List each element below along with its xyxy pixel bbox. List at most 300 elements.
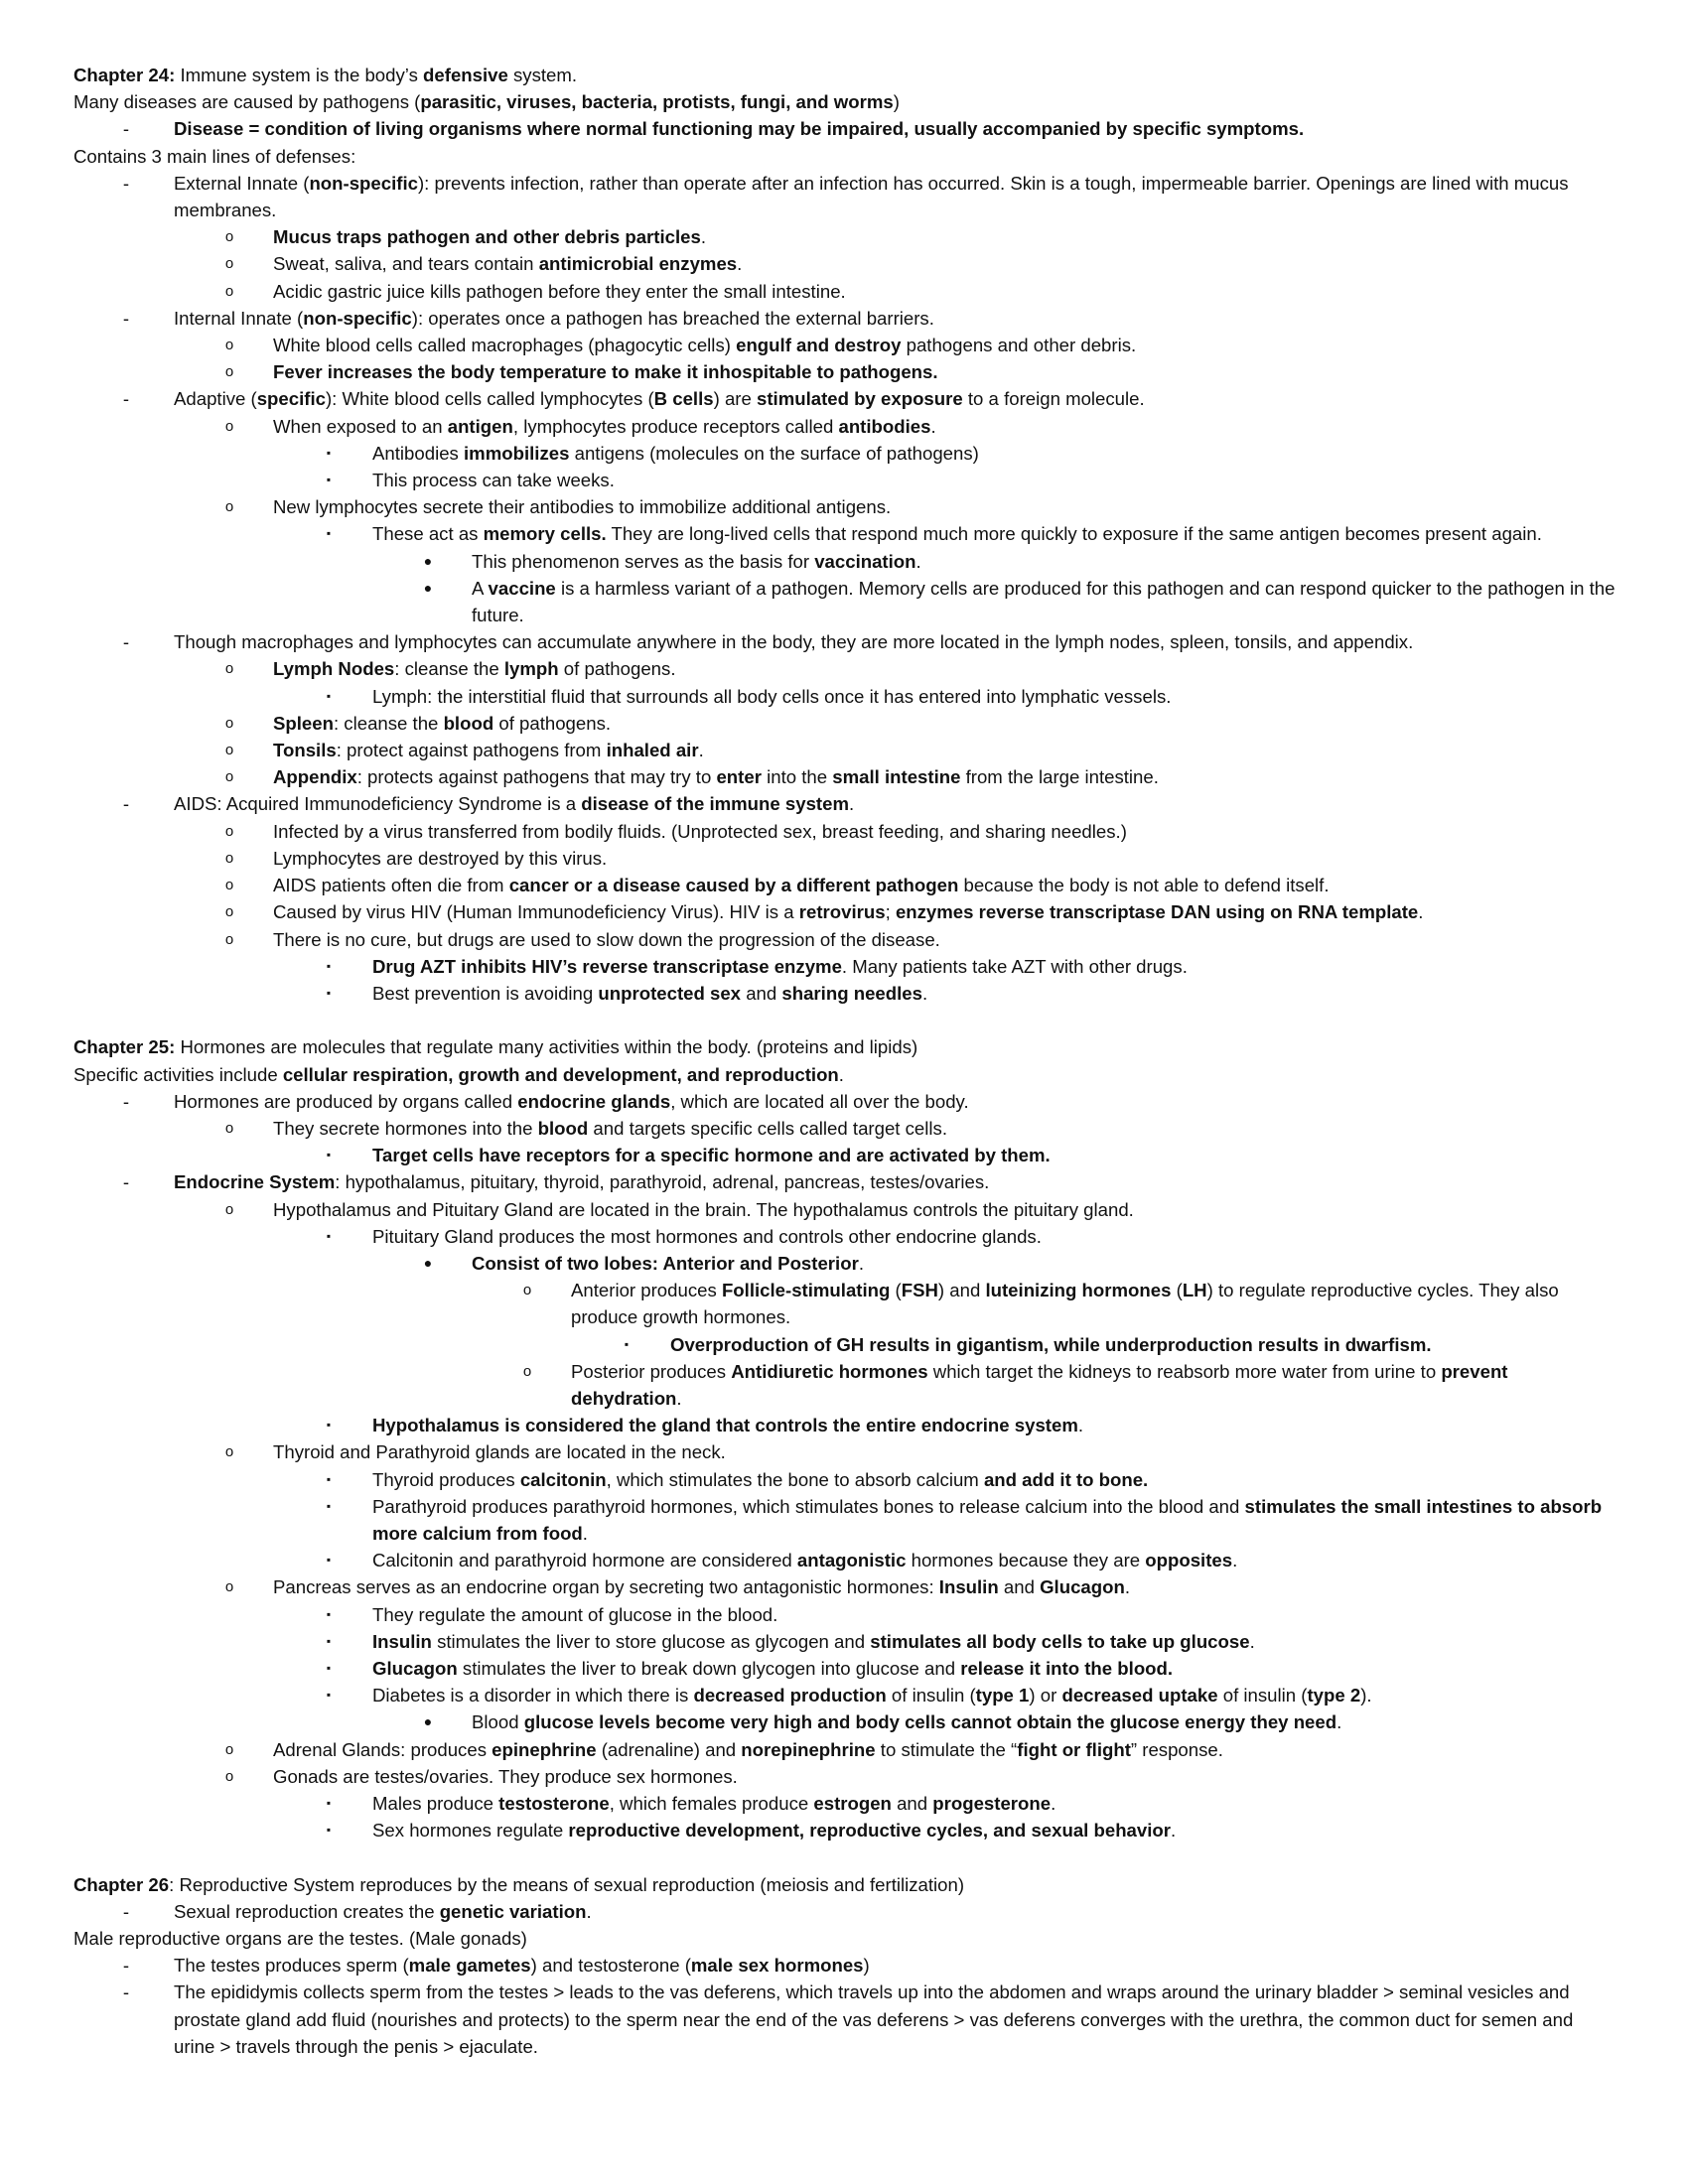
bold-text: estrogen xyxy=(813,1792,892,1814)
line-text xyxy=(273,1573,1618,1600)
text-run: ): operates once a pathogen has breached the external barriers. xyxy=(411,307,934,329)
bold-text: vaccine xyxy=(488,577,556,599)
text-run: Anterior produces xyxy=(571,1280,722,1301)
text-run: New lymphocytes secrete their antibodies to immobilize additional antigens. xyxy=(273,496,892,518)
list-item-level-2 xyxy=(73,223,1618,250)
list-bullet: ▪ xyxy=(326,1471,332,1486)
list-item-level-3 xyxy=(73,1466,1618,1493)
text-run: because the body is not able to defend itself. xyxy=(958,875,1330,896)
text-run: Hormones are produced by organs called xyxy=(174,1090,518,1112)
text-run: Posterior produces xyxy=(571,1360,732,1382)
text-run: of insulin ( xyxy=(1217,1685,1308,1706)
list-item-level-1 xyxy=(73,1168,1618,1195)
list-item-level-6 xyxy=(73,1331,1618,1358)
paragraph-line xyxy=(73,1061,1618,1088)
line-text xyxy=(372,467,1618,493)
text-run: . xyxy=(1418,901,1424,923)
list-item-level-3 xyxy=(73,467,1618,493)
bold-text: non-specific xyxy=(303,307,412,329)
text-run: , which are located all over the body. xyxy=(670,1090,969,1112)
line-text xyxy=(273,278,1618,305)
bold-text: antagonistic xyxy=(796,1550,907,1571)
list-bullet: - xyxy=(122,631,130,653)
text-run: When exposed to an xyxy=(273,415,448,437)
text-run: Pancreas serves as an endocrine organ by secreting two antagonistic hormones: xyxy=(273,1576,939,1598)
line-text xyxy=(571,1358,1618,1412)
list-bullet: ▪ xyxy=(326,1228,332,1243)
text-run: . xyxy=(1249,1630,1255,1652)
line-text xyxy=(174,115,1618,142)
text-run: pathogens and other debris. xyxy=(901,335,1137,356)
bold-text: defensive xyxy=(423,65,508,85)
line-text xyxy=(174,628,1618,655)
line-text xyxy=(273,737,1618,763)
list-bullet: ▪ xyxy=(326,1498,332,1513)
list-item-level-3 xyxy=(73,1628,1618,1655)
list-bullet: o xyxy=(224,714,234,732)
list-bullet: o xyxy=(224,498,234,516)
line-text xyxy=(174,790,1618,817)
bold-text: Glucagon xyxy=(372,1657,458,1679)
line-text xyxy=(372,1682,1618,1708)
list-item-level-1 xyxy=(73,1979,1618,2060)
list-item-level-2 xyxy=(73,898,1618,925)
line-text xyxy=(372,1223,1618,1250)
line-text xyxy=(273,493,1618,520)
text-run: Internal Innate ( xyxy=(174,307,304,329)
text-run: White blood cells called macrophages (phagocytic cells) xyxy=(273,335,737,356)
text-run: to stimulate the “ xyxy=(875,1738,1018,1760)
bold-text: vaccination xyxy=(814,550,916,572)
list-item-level-2 xyxy=(73,1115,1618,1142)
line-text xyxy=(273,845,1618,872)
bold-text: antibodies xyxy=(838,415,931,437)
list-bullet: o xyxy=(224,903,234,921)
line-text xyxy=(372,683,1618,710)
list-bullet: ▪ xyxy=(326,473,332,487)
text-run: Acidic gastric juice kills pathogen before they enter the small intestine. xyxy=(273,280,846,302)
text-run: of insulin ( xyxy=(886,1685,976,1706)
line-text xyxy=(372,1817,1618,1843)
list-bullet: o xyxy=(224,1443,234,1461)
line-text xyxy=(273,1196,1618,1223)
bold-text: memory cells. xyxy=(483,523,607,545)
document-page xyxy=(73,62,1618,2060)
bold-text: male gametes xyxy=(408,1955,531,1977)
text-run: Sexual reproduction creates the xyxy=(174,1900,440,1922)
text-run: . xyxy=(1171,1820,1177,1842)
list-item-level-1 xyxy=(73,1952,1618,1979)
list-bullet: ▪ xyxy=(326,1418,332,1433)
line-text xyxy=(174,1979,1618,2060)
line-text xyxy=(174,305,1618,332)
text-run: They secrete hormones into the xyxy=(273,1117,538,1139)
bold-text: Insulin xyxy=(938,1576,999,1598)
list-item-level-3 xyxy=(73,683,1618,710)
line-text xyxy=(372,440,1618,467)
text-run: . xyxy=(586,1900,592,1922)
bold-text: immobilizes xyxy=(464,442,570,464)
line-text xyxy=(174,385,1618,412)
line-text xyxy=(472,1250,1618,1277)
bold-text: Target cells have receptors for a specific hormone and are activated by them. xyxy=(372,1145,1051,1166)
line-text xyxy=(273,1763,1618,1790)
line-text xyxy=(73,1874,964,1895)
list-item-level-2 xyxy=(73,1763,1618,1790)
line-text xyxy=(273,655,1618,682)
bold-text: inhaled air xyxy=(606,740,699,761)
list-item-level-2 xyxy=(73,710,1618,737)
text-run: to a foreign molecule. xyxy=(962,388,1145,410)
list-item-level-3 xyxy=(73,520,1618,547)
list-item-level-2 xyxy=(73,332,1618,358)
list-bullet: o xyxy=(522,1282,532,1299)
line-text xyxy=(472,575,1618,628)
text-run: . xyxy=(858,1252,864,1274)
text-run: stimulates the liver to break down glycogen into glucose and xyxy=(457,1657,961,1679)
text-run: Specific activities include xyxy=(73,1063,283,1085)
paragraph-line xyxy=(73,143,1618,170)
text-run: Thyroid produces xyxy=(372,1468,520,1490)
list-bullet: ▪ xyxy=(326,985,332,1000)
bold-text: Fever increases the body temperature to make it inhospitable to pathogens. xyxy=(273,361,938,383)
list-item-level-4 xyxy=(73,1708,1618,1735)
bold-text: Follicle-stimulating xyxy=(721,1280,891,1301)
line-text xyxy=(273,1736,1618,1763)
list-bullet: o xyxy=(224,768,234,786)
text-run: , lymphocytes produce receptors called xyxy=(512,415,839,437)
text-run: A xyxy=(472,577,489,599)
list-item-level-3 xyxy=(73,1682,1618,1708)
bold-text: Appendix xyxy=(273,766,357,788)
bold-text: endocrine glands xyxy=(517,1090,671,1112)
line-text xyxy=(273,250,1618,277)
bold-text: prevent dehydration xyxy=(571,1360,1508,1409)
text-run: Thyroid and Parathyroid glands are located in the neck. xyxy=(273,1441,726,1463)
text-run: The epididymis collects sperm from the testes > leads to the vas deferens, which travels up into the abdomen and wraps around the urinary bladder > seminal vesicles and prostate gland add fluid (nourishes and protects) to the sperm near the end of the vas deferens > vas deferens converges with the urethra, the common duct for semen and urine > travels through the penis > ejaculate. xyxy=(174,1981,1574,2057)
bold-text: Drug AZT inhibits HIV’s reverse transcriptase enzyme xyxy=(372,955,842,977)
list-item-level-3 xyxy=(73,1412,1618,1438)
line-text xyxy=(372,1412,1618,1438)
line-text xyxy=(273,898,1618,925)
text-run: They regulate the amount of glucose in the blood. xyxy=(372,1603,778,1625)
text-run: and xyxy=(998,1576,1041,1598)
bold-text: Chapter 26 xyxy=(73,1873,170,1895)
text-run: ). xyxy=(1360,1685,1372,1706)
line-text xyxy=(273,1115,1618,1142)
list-bullet: o xyxy=(224,228,234,246)
text-run: ) and testosterone ( xyxy=(530,1955,691,1977)
list-bullet: ▪ xyxy=(326,1660,332,1675)
bold-text: antigen xyxy=(447,415,513,437)
bold-text: lymph xyxy=(503,658,559,680)
text-run: . xyxy=(1232,1550,1238,1571)
list-item-level-3 xyxy=(73,1817,1618,1843)
bold-text: and add it to bone. xyxy=(983,1468,1149,1490)
line-text xyxy=(372,1493,1618,1547)
list-bullet: o xyxy=(224,255,234,273)
text-run: of pathogens. xyxy=(558,658,676,680)
text-run: AIDS: Acquired Immunodeficiency Syndrome is a xyxy=(174,793,582,815)
line-text xyxy=(174,170,1618,223)
text-run: Lymph: the interstitial fluid that surrounds all body cells once it has entered into lymphatic vessels. xyxy=(372,685,1172,707)
text-run: ) are xyxy=(713,388,758,410)
text-run: (adrenaline) and xyxy=(596,1738,742,1760)
text-run: . xyxy=(737,253,743,275)
list-item-level-3 xyxy=(73,1493,1618,1547)
line-text xyxy=(73,1928,527,1949)
bold-text: stimulated by exposure xyxy=(757,388,963,410)
bold-text: Antidiuretic hormones xyxy=(731,1360,928,1382)
list-bullet: ▪ xyxy=(326,445,332,460)
bold-text: sharing needles xyxy=(781,982,922,1004)
list-bullet: o xyxy=(224,877,234,894)
text-run: is a harmless variant of a pathogen. Memory cells are produced for this pathogen and can respond quicker to the pathogen in the future. xyxy=(472,577,1616,626)
text-run: : cleanse the xyxy=(394,658,504,680)
list-bullet: ● xyxy=(423,552,433,569)
text-run: , which females produce xyxy=(609,1792,814,1814)
bold-text: cancer or a disease caused by a different pathogen xyxy=(508,875,959,896)
list-item-level-2 xyxy=(73,737,1618,763)
bold-text: epinephrine xyxy=(492,1738,597,1760)
text-run: Adrenal Glands: produces xyxy=(273,1738,492,1760)
text-run: ( xyxy=(1171,1280,1183,1301)
list-item-level-2 xyxy=(73,413,1618,440)
text-run: ; xyxy=(885,901,896,923)
line-text xyxy=(372,953,1618,980)
list-item-level-2 xyxy=(73,358,1618,385)
line-text xyxy=(372,1601,1618,1628)
bold-text: decreased uptake xyxy=(1061,1685,1218,1706)
text-run: Male reproductive organs are the testes. (Male gonads) xyxy=(73,1927,527,1949)
bold-text: Insulin xyxy=(372,1630,432,1652)
text-run: . Many patients take AZT with other drugs. xyxy=(841,955,1188,977)
bold-text: genetic variation xyxy=(439,1900,587,1922)
text-run: ) to regulate reproductive cycles. They also produce growth hormones. xyxy=(571,1280,1559,1328)
list-item-level-3 xyxy=(73,440,1618,467)
text-run: AIDS patients often die from xyxy=(273,875,509,896)
bold-text: unprotected sex xyxy=(598,982,742,1004)
line-text xyxy=(174,1952,1618,1979)
line-text xyxy=(73,1036,917,1057)
bold-text: Hypothalamus is considered the gland that controls the entire endocrine system xyxy=(372,1415,1078,1436)
text-run: Though macrophages and lymphocytes can accumulate anywhere in the body, they are more located in the lymph nodes, spleen, tonsils, and appendix. xyxy=(174,631,1414,653)
list-bullet: ▪ xyxy=(326,1606,332,1621)
text-run: These act as xyxy=(372,523,484,545)
line-text xyxy=(273,818,1618,845)
text-run: . xyxy=(698,740,704,761)
list-bullet: o xyxy=(224,822,234,840)
bold-text: engulf and destroy xyxy=(736,335,902,356)
text-run: Blood xyxy=(472,1711,524,1733)
bold-text: blood xyxy=(443,712,494,734)
text-run: Immune system is the body’s xyxy=(175,65,424,85)
bold-text: Mucus traps pathogen and other debris particles xyxy=(273,226,701,248)
line-text xyxy=(73,1064,844,1085)
bold-text: testosterone xyxy=(498,1792,610,1814)
bold-text: small intestine xyxy=(832,766,961,788)
text-run: ” response. xyxy=(1130,1738,1223,1760)
text-run: , which stimulates the bone to absorb calcium xyxy=(606,1468,984,1490)
list-bullet: ● xyxy=(423,1254,433,1271)
line-text xyxy=(273,1438,1618,1465)
list-item-level-1 xyxy=(73,1088,1618,1115)
line-text xyxy=(372,1790,1618,1817)
text-run: : Reproductive System reproduces by the means of sexual reproduction (meiosis and fertilization) xyxy=(169,1873,965,1895)
text-run: Adaptive ( xyxy=(174,388,257,410)
text-run: . xyxy=(1077,1415,1084,1436)
bold-text: LH xyxy=(1182,1280,1207,1301)
list-bullet: ● xyxy=(423,579,433,596)
list-item-level-2 xyxy=(73,926,1618,953)
bold-text: cellular respiration, growth and development, and reproduction xyxy=(282,1063,839,1085)
list-item-level-3 xyxy=(73,1142,1618,1168)
bold-text: specific xyxy=(256,388,326,410)
list-bullet: - xyxy=(122,1900,130,1922)
text-run: . xyxy=(838,1063,844,1085)
text-run: and targets specific cells called target cells. xyxy=(588,1117,947,1139)
bold-text: release it into the blood. xyxy=(960,1657,1174,1679)
text-run: This phenomenon serves as the basis for xyxy=(472,550,815,572)
bold-text: Consist of two lobes: Anterior and Posterior xyxy=(472,1252,859,1274)
text-run: . xyxy=(676,1387,682,1409)
line-text xyxy=(273,223,1618,250)
list-bullet: ▪ xyxy=(624,1336,630,1351)
list-item-level-2 xyxy=(73,278,1618,305)
line-text xyxy=(372,980,1618,1007)
text-run: : protect against pathogens from xyxy=(336,740,607,761)
text-run: : cleanse the xyxy=(333,712,444,734)
line-text xyxy=(372,1547,1618,1573)
bold-text: Disease = condition of living organisms where normal functioning may be impaired, usually accompanied by specific symptoms. xyxy=(174,118,1305,140)
list-bullet: o xyxy=(224,1119,234,1137)
line-text xyxy=(372,1466,1618,1493)
text-run: The testes produces sperm ( xyxy=(174,1955,409,1977)
line-text xyxy=(174,1168,1618,1195)
bold-text: retrovirus xyxy=(798,901,886,923)
text-run: of pathogens. xyxy=(493,712,612,734)
list-bullet: o xyxy=(224,363,234,381)
line-text xyxy=(372,1655,1618,1682)
list-item-level-2 xyxy=(73,845,1618,872)
text-run: . xyxy=(700,226,707,248)
list-bullet: o xyxy=(224,337,234,354)
bold-text: antimicrobial enzymes xyxy=(538,253,738,275)
text-run: ): prevents infection, rather than operate after an infection has occurred. Skin is a tough, impermeable barrier. Openings are lined with mucus membranes. xyxy=(174,172,1569,221)
text-run: Diabetes is a disorder in which there is xyxy=(372,1685,694,1706)
line-text xyxy=(73,91,900,112)
list-item-level-2 xyxy=(73,872,1618,898)
list-bullet: - xyxy=(122,1955,130,1977)
list-item-level-1 xyxy=(73,170,1618,223)
text-run: : hypothalamus, pituitary, thyroid, parathyroid, adrenal, pancreas, testes/ovaries. xyxy=(335,1171,990,1193)
list-bullet: ▪ xyxy=(326,1795,332,1810)
list-item-level-1 xyxy=(73,385,1618,412)
text-run: ): White blood cells called lymphocytes ( xyxy=(325,388,654,410)
line-text xyxy=(273,872,1618,898)
list-item-level-5 xyxy=(73,1358,1618,1412)
list-bullet: - xyxy=(122,118,130,140)
text-run: Calcitonin and parathyroid hormone are considered xyxy=(372,1550,797,1571)
paragraph-line xyxy=(73,1925,1618,1952)
list-item-level-4 xyxy=(73,1250,1618,1277)
bold-text: opposites xyxy=(1145,1550,1233,1571)
list-item-level-4 xyxy=(73,548,1618,575)
paragraph-line xyxy=(73,1033,1618,1060)
list-bullet: o xyxy=(224,1767,234,1785)
bold-text: calcitonin xyxy=(519,1468,607,1490)
list-item-level-2 xyxy=(73,1736,1618,1763)
text-run: Infected by a virus transferred from bodily fluids. (Unprotected sex, breast feeding, and sharing needles.) xyxy=(273,820,1127,842)
bold-text: norepinephrine xyxy=(741,1738,876,1760)
text-run: . xyxy=(915,550,921,572)
line-text xyxy=(73,65,577,85)
text-run: External Innate ( xyxy=(174,172,310,194)
list-bullet: ● xyxy=(423,1713,433,1730)
text-run: ) xyxy=(893,91,900,113)
text-run: ) and xyxy=(937,1280,986,1301)
list-bullet: o xyxy=(522,1362,532,1380)
list-bullet: ▪ xyxy=(326,1553,332,1568)
bold-text: FSH xyxy=(901,1280,938,1301)
text-run: . xyxy=(921,982,928,1004)
bold-text: Tonsils xyxy=(273,740,337,761)
line-text xyxy=(273,332,1618,358)
list-item-level-2 xyxy=(73,818,1618,845)
line-text xyxy=(273,358,1618,385)
list-bullet: o xyxy=(224,660,234,678)
text-run: Lymphocytes are destroyed by this virus. xyxy=(273,847,608,869)
list-bullet: ▪ xyxy=(326,526,332,541)
bold-text: fight or flight xyxy=(1017,1738,1131,1760)
text-run: . xyxy=(582,1522,588,1544)
line-text xyxy=(472,1708,1618,1735)
list-item-level-2 xyxy=(73,1438,1618,1465)
text-run: Males produce xyxy=(372,1792,499,1814)
list-item-level-3 xyxy=(73,1223,1618,1250)
text-run: into the xyxy=(761,766,833,788)
text-run: : protects against pathogens that may try to xyxy=(356,766,717,788)
list-bullet: ▪ xyxy=(326,688,332,703)
bold-text: B cells xyxy=(653,388,714,410)
list-bullet: - xyxy=(122,1171,130,1193)
bold-text: Chapter 25: xyxy=(73,1036,176,1058)
paragraph-line xyxy=(73,88,1618,115)
list-item-level-3 xyxy=(73,1601,1618,1628)
list-item-level-3 xyxy=(73,953,1618,980)
bold-text: type 2 xyxy=(1307,1685,1361,1706)
list-item-level-5 xyxy=(73,1277,1618,1330)
line-text xyxy=(273,710,1618,737)
list-bullet: o xyxy=(224,742,234,759)
bold-text: enter xyxy=(716,766,762,788)
text-run: Hormones are molecules that regulate many activities within the body. (proteins and lipids) xyxy=(175,1036,918,1058)
bold-text: parasitic, viruses, bacteria, protists, fungi, and worms xyxy=(420,91,894,113)
text-run: Many diseases are caused by pathogens ( xyxy=(73,91,421,113)
text-run: Hypothalamus and Pituitary Gland are located in the brain. The hypothalamus controls the pituitary gland. xyxy=(273,1198,1134,1220)
line-text xyxy=(273,413,1618,440)
list-item-level-2 xyxy=(73,763,1618,790)
line-text xyxy=(372,520,1618,547)
list-item-level-1 xyxy=(73,790,1618,817)
text-run: antigens (molecules on the surface of pathogens) xyxy=(569,442,979,464)
list-bullet: ▪ xyxy=(326,1823,332,1838)
list-bullet: - xyxy=(122,793,130,815)
list-item-level-1 xyxy=(73,115,1618,142)
text-run: There is no cure, but drugs are used to slow down the progression of the disease. xyxy=(273,928,940,950)
bold-text: luteinizing hormones xyxy=(985,1280,1172,1301)
list-bullet: o xyxy=(224,1200,234,1218)
